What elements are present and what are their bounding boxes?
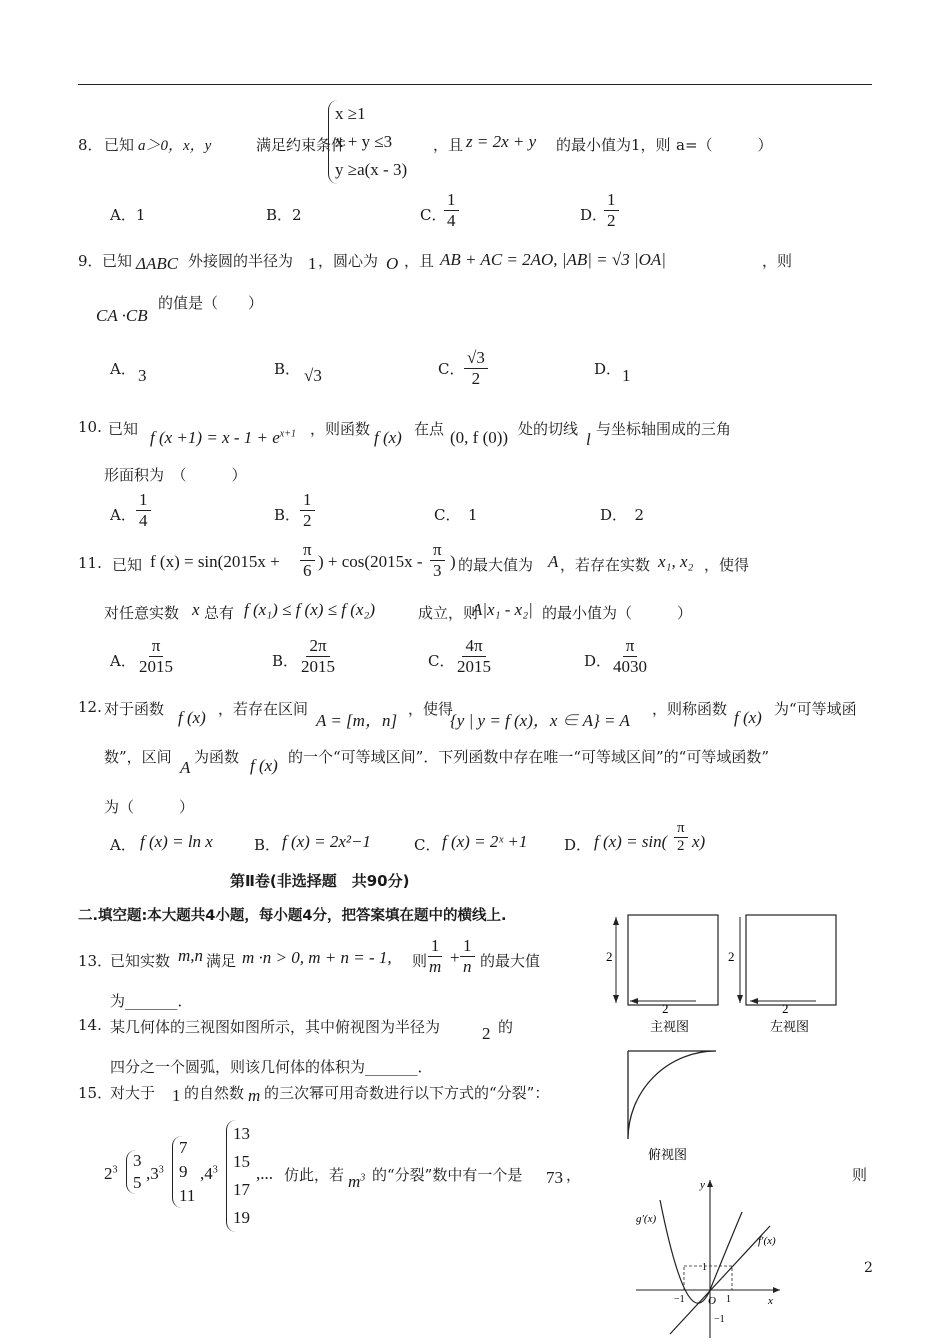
question-11 bbox=[78, 540, 778, 630]
x-tick-neg1: −1 bbox=[674, 1294, 685, 1305]
q8-options bbox=[110, 190, 710, 240]
q8-option-c: C． bbox=[420, 206, 447, 224]
q12-fx: f (x) bbox=[178, 708, 206, 727]
q14-radius: 2 bbox=[482, 1024, 491, 1043]
q10-text5: 与坐标轴围成的三角 bbox=[596, 420, 732, 438]
q12-text5: 为“可等域函 bbox=[774, 700, 857, 718]
frac-den: 3 bbox=[433, 561, 442, 580]
q8-option-a: A．1 bbox=[110, 206, 146, 224]
frac-den: 2 bbox=[303, 511, 312, 530]
q10-text4: 处的切线 bbox=[518, 420, 579, 438]
f-prime-label: f′(x) bbox=[758, 1235, 776, 1247]
q15-exp-3: 3 bbox=[158, 1164, 164, 1176]
q13-frac-1 bbox=[426, 936, 444, 977]
q9-text: 已知 bbox=[102, 252, 133, 270]
q10-function bbox=[150, 428, 296, 448]
q10-text: 已知 bbox=[108, 420, 139, 438]
q11-text2: 的最大值为 bbox=[458, 556, 534, 574]
question-12 bbox=[78, 694, 878, 824]
x-axis-arrow bbox=[773, 1287, 780, 1293]
q15-m3-base: m bbox=[348, 1172, 361, 1191]
q8-option-b: B．2 bbox=[266, 206, 302, 224]
q12-text9: 为（ ） bbox=[104, 798, 195, 816]
frac-den: 4 bbox=[139, 511, 148, 530]
g-prime-curve bbox=[660, 1200, 742, 1303]
q8-constraint-1: x ≥1 bbox=[335, 104, 366, 123]
q8-text3: ，且 bbox=[433, 136, 464, 154]
q11-pi-over-3 bbox=[430, 540, 445, 581]
q15-split2-b: 5 bbox=[133, 1173, 142, 1192]
q11-text4: ，使得 bbox=[704, 556, 750, 574]
y-tick-neg1: −1 bbox=[714, 1314, 725, 1325]
q12-set: {y | y = f (x)，x ∈ A} = A bbox=[450, 711, 630, 730]
q8-text4: 的最小值为1，则 bbox=[556, 136, 671, 154]
q15-text5: 的“分裂”数中有一个是 bbox=[372, 1166, 523, 1184]
q11-option-a-frac bbox=[136, 636, 176, 677]
q12-option-c: f (x) = 2ˣ +1 bbox=[442, 832, 528, 851]
q12-option-a: f (x) = ln x bbox=[140, 832, 213, 851]
q9-text2: 外接圆的半径为 bbox=[188, 252, 294, 270]
q12-text: 对于函数 bbox=[104, 700, 165, 718]
q15-comma-1: , bbox=[146, 1164, 151, 1183]
header-rule bbox=[78, 84, 872, 85]
q15-split-3 bbox=[172, 1136, 195, 1208]
q11-options bbox=[110, 636, 670, 686]
derivative-graph bbox=[630, 1172, 790, 1340]
q8-text2: 满足约束条件 bbox=[256, 136, 347, 154]
top-view-quarter-arc bbox=[628, 1051, 716, 1139]
dashed-box bbox=[684, 1266, 732, 1290]
q13-plus: + bbox=[450, 948, 460, 967]
q13-blank: 为_______． bbox=[110, 992, 193, 1010]
x-tick-1: 1 bbox=[726, 1294, 731, 1305]
q12-text4: ，则称函数 bbox=[652, 700, 728, 718]
q10-number: 10. bbox=[78, 418, 102, 436]
q8-constraint-2: x + y ≤3 bbox=[335, 132, 393, 151]
q13-mn: m,n bbox=[178, 946, 204, 965]
q11-option-a-label: A． bbox=[110, 652, 136, 670]
q8-vars: a＞0，x，y bbox=[138, 138, 212, 154]
q8-option-d: D． bbox=[580, 206, 608, 224]
frac-num: √3 bbox=[464, 348, 488, 369]
q14-text: 某几何体的三视图如图所示，其中俯视图为半径为 bbox=[110, 1018, 441, 1036]
q14-text3: 四分之一个圆弧，则该几何体的体积为_______． bbox=[110, 1058, 433, 1076]
q14-text2: 的 bbox=[498, 1018, 514, 1036]
q8-option-c-frac bbox=[444, 190, 459, 231]
question-14 bbox=[78, 1012, 598, 1082]
q15-split4-a: 13 bbox=[233, 1124, 250, 1143]
q15-text6: ， bbox=[566, 1166, 582, 1184]
x-axis-label: x bbox=[768, 1295, 773, 1307]
q11-option-d-frac bbox=[610, 636, 650, 677]
frac-den: m bbox=[429, 957, 442, 976]
q12-interval: A = [m，n] bbox=[316, 711, 398, 730]
q11-option-c-label: C． bbox=[428, 652, 455, 670]
q8-ask: a=（ ） bbox=[676, 136, 773, 154]
q15-m: m bbox=[248, 1086, 261, 1105]
frac-den: 2 bbox=[677, 838, 685, 854]
q10-option-c: C． 1 bbox=[434, 506, 478, 524]
part-2-heading: 第Ⅱ卷(非选择题 共90分) bbox=[230, 872, 410, 890]
front-width-label: 2 bbox=[662, 1001, 669, 1016]
q13-text4: 的最大值 bbox=[480, 952, 541, 970]
q12-text6: 数”，区间 bbox=[104, 748, 172, 766]
q12-option-b: f (x) = 2x²−1 bbox=[282, 832, 371, 851]
q15-exp-4: 3 bbox=[212, 1164, 218, 1176]
q10-options bbox=[110, 490, 670, 540]
frac-num: 2π bbox=[306, 636, 329, 657]
q12-options bbox=[110, 820, 730, 868]
section-2-heading: 二.填空题:本大题共4小题，每小题4分，把答案填在题中的横线上. bbox=[78, 908, 507, 924]
page-number: 2 bbox=[864, 1260, 873, 1276]
q15-term-3 bbox=[146, 1164, 164, 1184]
q10-option-b-frac bbox=[300, 490, 315, 531]
q11-func-part2: ) + cos(2015x - bbox=[318, 552, 423, 571]
q11-number: 11. bbox=[78, 554, 102, 572]
y-tick-1: 1 bbox=[702, 1262, 707, 1273]
frac-den: 2015 bbox=[139, 657, 173, 676]
side-height-label: 2 bbox=[728, 949, 735, 964]
q10-exponent: x+1 bbox=[279, 428, 296, 440]
q13-text: 已知实数 bbox=[110, 952, 171, 970]
q8-number: 8． bbox=[78, 136, 103, 154]
q15-text3: 的三次幂可用奇数进行以下方式的“分裂”： bbox=[264, 1084, 550, 1102]
frac-num: π bbox=[623, 636, 638, 657]
front-height-label: 2 bbox=[606, 949, 613, 964]
q15-split3-a: 7 bbox=[179, 1138, 188, 1157]
q15-term-4 bbox=[200, 1164, 218, 1184]
q13-frac-2 bbox=[460, 936, 475, 977]
front-view-square bbox=[628, 915, 718, 1005]
top-view-label: 俯视图 bbox=[648, 1148, 688, 1163]
origin-label: O bbox=[708, 1295, 716, 1307]
q9-option-a: 3 bbox=[138, 366, 147, 385]
q9-option-c-label: C． bbox=[438, 360, 465, 378]
q15-comma-2: , bbox=[200, 1164, 205, 1183]
side-width-label: 2 bbox=[782, 1001, 789, 1016]
q11-option-b-frac bbox=[298, 636, 338, 677]
arrow-head bbox=[630, 998, 638, 1004]
q11-text7: 成立，则 bbox=[418, 604, 479, 622]
q13-text2: 满足 bbox=[206, 952, 237, 970]
q11-text8: 的最小值为（ ） bbox=[542, 604, 693, 622]
q15-then: 则 bbox=[852, 1166, 868, 1184]
q12-fx-2: f (x) bbox=[734, 708, 762, 727]
front-view-label: 主视图 bbox=[650, 1020, 690, 1035]
q9-text4: ，且 bbox=[404, 252, 435, 270]
frac-den: 2015 bbox=[301, 657, 335, 676]
q8-constraint-system bbox=[328, 100, 407, 184]
q10-text6: 形面积为 （ ） bbox=[104, 466, 247, 484]
frac-den: 2 bbox=[607, 211, 616, 230]
y-axis-label: y bbox=[700, 1179, 705, 1191]
q11-x1x2: x₁, x₂ bbox=[658, 552, 694, 571]
q12-text2: ，若存在区间 bbox=[218, 700, 309, 718]
q10-fx: f (x) bbox=[374, 428, 402, 447]
frac-num: 1 bbox=[428, 936, 443, 957]
q15-ellipsis: ,... bbox=[256, 1164, 273, 1183]
y-axis-arrow bbox=[707, 1180, 713, 1187]
q15-split4-b: 15 bbox=[233, 1152, 250, 1171]
q9-radius: 1 bbox=[308, 254, 317, 273]
frac-num: π bbox=[674, 820, 688, 838]
q9-option-a-label: A． bbox=[110, 360, 136, 378]
question-9 bbox=[78, 246, 793, 326]
q9-option-b-label: B． bbox=[274, 360, 301, 378]
q15-text2: 的自然数 bbox=[184, 1084, 245, 1102]
q15-base-4: 4 bbox=[204, 1164, 213, 1183]
q15-split-4 bbox=[226, 1120, 250, 1232]
q15-split4-d: 19 bbox=[233, 1208, 250, 1227]
arrow-head bbox=[737, 995, 743, 1003]
q15-split4-c: 17 bbox=[233, 1180, 250, 1199]
q11-pi-over-6 bbox=[300, 540, 315, 581]
q9-text3: ，圆心为 bbox=[318, 252, 379, 270]
q12-text3: ，使得 bbox=[408, 700, 454, 718]
q12-text8: 的一个“可等域区间”．下列函数中存在唯一“可等域区间”的“可等域函数” bbox=[288, 748, 770, 766]
frac-den: 4 bbox=[447, 211, 456, 230]
q12-option-d-label: D． bbox=[564, 836, 592, 854]
q15-base-3: 3 bbox=[150, 1164, 159, 1183]
q9-triangle: ΔABC bbox=[136, 254, 179, 273]
frac-num: 4π bbox=[462, 636, 485, 657]
arrow-head bbox=[613, 917, 619, 925]
q13-condition: m ·n > 0, m + n = - 1, bbox=[242, 948, 392, 967]
q8-constraint-3: y ≥a(x - 3) bbox=[335, 160, 408, 179]
q15-split2-a: 3 bbox=[133, 1151, 142, 1170]
q12-option-a-label: A． bbox=[110, 836, 136, 854]
question-13 bbox=[78, 936, 598, 1016]
q15-base-2: 2 bbox=[104, 1164, 113, 1183]
q10-option-a-label: A． bbox=[110, 506, 136, 524]
frac-num: 1 bbox=[604, 190, 619, 211]
q10-option-b-label: B． bbox=[274, 506, 301, 524]
q13-number: 13． bbox=[78, 952, 113, 970]
frac-num: 1 bbox=[300, 490, 315, 511]
q11-func-part1: f (x) = sin(2015x + bbox=[150, 552, 280, 571]
q15-one: 1 bbox=[172, 1086, 181, 1105]
q9-text5: ，则 bbox=[762, 252, 793, 270]
q11-text: 已知 bbox=[112, 556, 143, 574]
side-view-square bbox=[746, 915, 836, 1005]
frac-num: 1 bbox=[460, 936, 475, 957]
q14-number: 14. bbox=[78, 1016, 102, 1034]
q15-split-2 bbox=[126, 1150, 142, 1194]
q11-text5: 对任意实数 bbox=[104, 604, 180, 622]
q11-option-b-label: B． bbox=[272, 652, 299, 670]
arrow-head bbox=[613, 995, 619, 1003]
q9-text6: 的值是（ ） bbox=[158, 294, 264, 312]
q10-option-d: D． 2 bbox=[600, 506, 645, 524]
q12-text7: 为函数 bbox=[194, 748, 240, 766]
q9-center: O bbox=[386, 254, 399, 273]
q8-option-d-frac bbox=[604, 190, 619, 231]
q10-line: l bbox=[586, 430, 591, 449]
q11-text3: ，若存在实数 bbox=[560, 556, 651, 574]
q12-option-d-pre: f (x) = sin( bbox=[594, 832, 668, 851]
q11-A: A bbox=[548, 552, 559, 571]
frac-den: n bbox=[463, 957, 472, 976]
q15-split3-c: 11 bbox=[179, 1186, 196, 1205]
q8-text: 已知 bbox=[104, 136, 135, 154]
q9-condition: AB + AC = 2AO, |AB| = √3 |OA| bbox=[440, 250, 666, 269]
frac-den: 6 bbox=[303, 561, 312, 580]
q11-option-c-frac bbox=[454, 636, 494, 677]
q11-text6: 总有 bbox=[204, 604, 235, 622]
q8-objective: z = 2x + y bbox=[466, 132, 537, 151]
q12-fx-3: f (x) bbox=[250, 756, 278, 775]
q11-inequality: f (x₁) ≤ f (x) ≤ f (x₂) bbox=[244, 600, 376, 619]
q10-point: (0, f (0)) bbox=[450, 428, 509, 447]
three-view-figure bbox=[600, 905, 860, 1165]
q11-func-part3: ) bbox=[450, 552, 456, 571]
q12-number: 12. bbox=[78, 698, 102, 716]
q12-option-d-post: x) bbox=[692, 832, 706, 851]
frac-den: 2015 bbox=[457, 657, 491, 676]
q10-function-body: f (x +1) = x - 1 + e bbox=[150, 428, 280, 447]
q15-text4: 仿此，若 bbox=[284, 1166, 345, 1184]
q15-value: 73 bbox=[546, 1168, 563, 1187]
q10-option-a-frac bbox=[136, 490, 151, 531]
frac-num: 1 bbox=[444, 190, 459, 211]
q10-text2: ，则函数 bbox=[310, 420, 371, 438]
question-10 bbox=[78, 416, 778, 486]
q9-option-b: √3 bbox=[304, 366, 322, 385]
arrow-head bbox=[750, 998, 758, 1004]
q9-expression: CA ·CB bbox=[96, 306, 148, 325]
q11-x: x bbox=[192, 600, 200, 619]
frac-num: 1 bbox=[136, 490, 151, 511]
q12-option-c-label: C． bbox=[414, 836, 441, 854]
q9-option-d-label: D． bbox=[594, 360, 622, 378]
frac-den: 4030 bbox=[613, 657, 647, 676]
q15-number: 15． bbox=[78, 1084, 113, 1102]
q9-option-c-frac bbox=[464, 348, 488, 389]
q9-options bbox=[110, 348, 670, 404]
q13-text3: 则 bbox=[412, 952, 428, 970]
side-view-label: 左视图 bbox=[770, 1020, 810, 1035]
q15-split3-b: 9 bbox=[179, 1162, 188, 1181]
q11-abs-expression: A|x₁ - x₂| bbox=[472, 600, 533, 619]
q9-option-d: 1 bbox=[622, 366, 631, 385]
q11-option-d-label: D． bbox=[584, 652, 612, 670]
q15-exp: 3 bbox=[112, 1164, 118, 1176]
q12-A: A bbox=[180, 758, 191, 777]
q15-m3-exp: 3 bbox=[360, 1172, 366, 1184]
q9-number: 9． bbox=[78, 252, 103, 270]
q10-text3: 在点 bbox=[414, 420, 445, 438]
frac-num: π bbox=[149, 636, 164, 657]
g-prime-label: g′(x) bbox=[636, 1213, 657, 1225]
q15-m-cubed bbox=[348, 1172, 365, 1192]
q12-option-b-label: B． bbox=[254, 836, 281, 854]
q15-text: 对大于 bbox=[110, 1084, 156, 1102]
frac-num: π bbox=[300, 540, 315, 561]
frac-num: π bbox=[430, 540, 445, 561]
frac-den: 2 bbox=[471, 369, 481, 388]
q15-term-2 bbox=[104, 1164, 118, 1184]
q12-option-d-frac bbox=[674, 820, 688, 855]
